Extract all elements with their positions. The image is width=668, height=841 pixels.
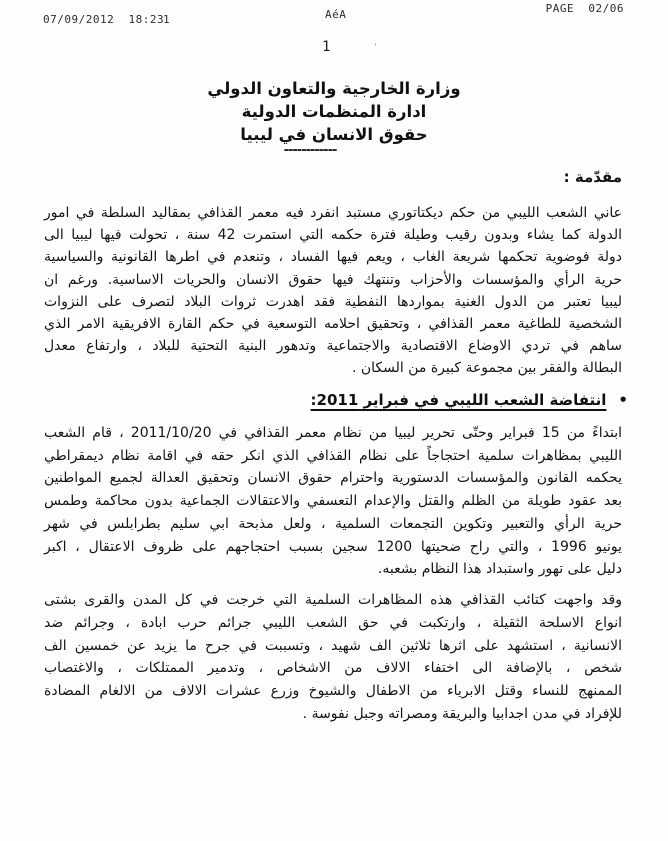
- text-line: انواع الاسلحة الثقيلة ، وارتكبت في حق الشعب الليبي جرائم حرب ابادة ، وجرائم ضد: [44, 614, 622, 631]
- text-line: حرية الرأي والتعبير وتكوين التجمعات السلمية ، ولعل مذبحة ابي سليم بطرابلس في شهر: [44, 515, 622, 532]
- text-line: شخص ، بالإضافة الى اختفاء الالاف من الاشخاص ، وتدمير الممتلكات ، والاغتصاب: [44, 660, 622, 677]
- text-line: دليل على تهور واستبداد هذا النظام بشعبه.: [377, 561, 622, 578]
- text-line: ساهم في تردي الاوضاع الاقتصادية والاجتماعية وتدهور البنية التحتية للبلاد ، وارتفاع معدل: [44, 338, 622, 355]
- text-line: حرية الرأي والمؤسسات والأحزاب وتنتهك فيها حقوق الانسان والحريات الاساسية. ورغم ان: [44, 271, 622, 288]
- text-line: البطالة والفقر بين مجموعة كبيرة من السكان .: [351, 360, 622, 377]
- section-heading-uprising: [311, 391, 628, 409]
- fax-page-label: PAGE 02/06: [545, 2, 624, 15]
- letterhead-separator: ------------: [283, 143, 337, 158]
- text-line: ليبيا تعتبر من الدول الغنية بمواردها النفطية فقد اهدرت ثروات البلاد لتصرف على النزوات: [44, 293, 622, 310]
- intro-heading: مقدّمة :: [563, 168, 622, 186]
- text-line: الليبي بمظاهرات سلمية احتجاجاً على نظام القذافي الذي انكر حقه في اقامة نظام ديمقراطي: [44, 447, 622, 464]
- text-line: ابتداءً من 15 فبراير وحتّى تحرير ليبيا من نظام معمر القذافي في 2011/10/20 ، قام الشعب: [44, 425, 623, 441]
- section-heading-text: انتفاضة الشعب الليبي في فبراير 2011:: [310, 391, 607, 409]
- text-line: عاني الشعب الليبي من حكم ديكتاتوري مستبد انفرد فيه معمر القذافي بمقاليد السلطة في امور: [44, 205, 622, 221]
- page-number: 1: [322, 39, 331, 55]
- fax-station-id: AéA: [325, 8, 347, 21]
- fax-counter: 1: [163, 13, 171, 26]
- letterhead-line-subject: حقوق الانسان في ليبيا: [240, 125, 428, 144]
- text-line: يحكمه القانون والمؤسسات الدستورية واحترام حقوق الانسان وتحقيق العدالة لجميع المواطنين: [44, 470, 622, 487]
- text-line: الدولة كما يشاء وبدون رقيب وطيلة فترة حكمه التي استمرت 42 سنة ، تحولت فيها ليبيا الى: [44, 227, 622, 244]
- text-line: الانسانية ، استشهد على اثرها ثلاثين الف شهيد ، وتسببت في جرح ما يزيد عن خمسين الف: [44, 637, 622, 654]
- letterhead-line-ministry: وزارة الخارجية والتعاون الدولي: [207, 79, 461, 98]
- paragraph-introduction: [44, 202, 622, 380]
- scan-artifact-speck: ': [374, 41, 378, 54]
- letterhead-line-department: ادارة المنظمات الدولية: [241, 102, 427, 121]
- bullet-icon: •: [618, 390, 628, 409]
- letterhead: [0, 77, 668, 146]
- text-line: يونيو 1996 ، والتي راح ضحيتها 1200 سجين بسبب احتجاجهم على ظروف الاعتقال ، اكبر: [44, 538, 623, 555]
- text-line: للإفراد في مدن اجدابيا والبريقة ومصراته وجبل نفوسة .: [302, 705, 622, 722]
- text-line: بعد عقود طويلة من الظلم والقتل والإعدام التعسفي والاعتقالات الجماعية بدون محاكمة وطمس: [44, 493, 622, 510]
- text-line: الشخصية للطاغية معمر القذافي ، وتحقيق احلامه التوسعية في حكم القارة الافريقية الامر الذي: [44, 316, 622, 333]
- paragraph-crimes: [44, 589, 622, 726]
- text-line: وقد واجهت كتائب القذافي هذه المظاهرات السلمية التي خرجت في كل المدن والقرى بشتى: [44, 592, 622, 608]
- text-line: دولة فوضوية تحكمها شريعة الغاب ، ويعم فيها الفساد ، وتنعدم في اطرها القانونية والسياسية: [44, 249, 622, 266]
- text-line: الممنهج للنساء وقتل الابرياء من الاطفال والشيوخ وزرع عشرات الالاف من الالغام المضادة: [44, 683, 622, 700]
- paragraph-uprising: [44, 422, 622, 581]
- fax-datetime: 07/09/2012 18:23: [43, 13, 165, 26]
